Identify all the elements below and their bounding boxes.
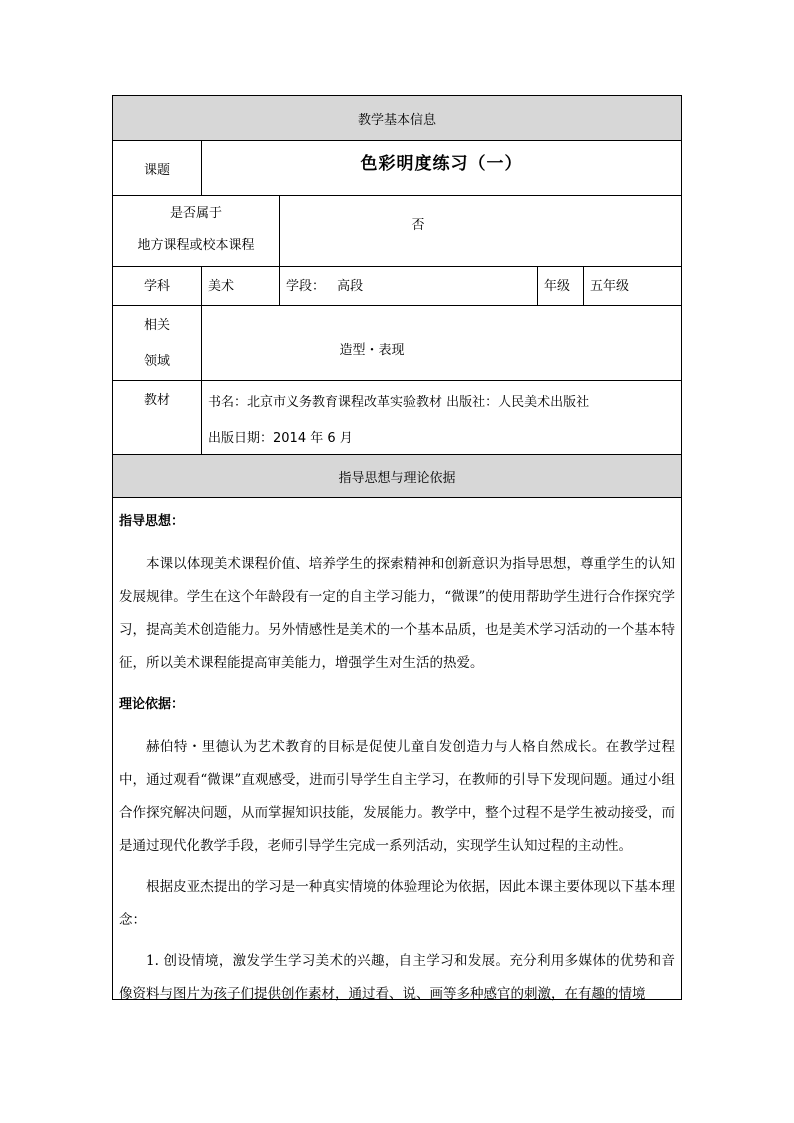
section-header-text: 指导思想与理论依据 <box>338 470 456 486</box>
local-course-value-cell <box>280 214 556 233</box>
guiding-theory-content <box>119 499 675 1019</box>
theory-paragraph-2: 根据皮亚杰提出的学习是一种真实情境的体验理论为依据，因此本课主要体现以下基本理念： <box>119 879 675 928</box>
local-course-label-line2: 地方课程或校本课程 <box>137 238 255 253</box>
textbook-value-cell <box>202 381 681 454</box>
local-course-value: 否 <box>411 218 425 233</box>
course-label-cell <box>113 141 201 195</box>
lesson-plan-page <box>112 95 682 1000</box>
grade-label: 年级 <box>544 279 571 294</box>
textbook-info-line2: 出版日期：2014 年 6 月 <box>208 431 353 446</box>
field-label-cell <box>113 306 201 380</box>
grade-value: 五年级 <box>590 279 630 294</box>
local-course-label-line1: 是否属于 <box>169 206 222 221</box>
textbook-label-cell <box>113 381 201 454</box>
guiding-paragraph: 本课以体现美术课程价值、培养学生的探索精神和创新意识为指导思想，尊重学生的认知发展规律。学生在这个年龄段有一定的自主学习能力，“微课”的使用帮助学生进行合作探究学习，提高美术创造能力。另外情感性是美术的一个基本品质，也是美术学习活动的一个基本特征，所以美术课程能提高审美能力，增强学生对生活的热爱。 <box>119 556 675 671</box>
grade-value-cell <box>584 267 681 305</box>
course-label: 课题 <box>143 162 170 178</box>
stage-value: 高段 <box>337 279 364 294</box>
textbook-label: 教材 <box>143 393 170 408</box>
course-title-cell <box>202 141 681 181</box>
info-table <box>112 95 682 1000</box>
subject-value-cell <box>202 267 279 305</box>
grade-label-cell <box>538 267 583 305</box>
textbook-info-line1: 书名：北京市义务教育课程改革实验教材 出版社：人民美术出版社 <box>208 395 590 410</box>
section-header-text: 教学基本信息 <box>357 112 436 128</box>
section-header-basic-info <box>113 96 681 140</box>
theory-point-1: 1. 创设情境，激发学生学习美术的兴趣，自主学习和发展。充分利用多媒体的优势和音像资料与图片为孩子们提供创作素材，通过看、说、画等多种感官的刺激，在有趣的情境 <box>119 953 675 1002</box>
course-title: 色彩明度练习（一） <box>360 153 523 174</box>
field-label-line2: 领域 <box>143 354 170 369</box>
stage-label: 学段： <box>286 279 326 294</box>
rule <box>113 497 681 498</box>
field-value-cell <box>202 339 542 358</box>
section-header-guiding-theory <box>113 455 681 497</box>
subject-value: 美术 <box>208 279 235 294</box>
theory-paragraph-1: 赫伯特・里德认为艺术教育的目标是促使儿童自发创造力与人格自然成长。在教学过程中，通过观看“微课”直观感受，进而引导学生自主学习，在教师的引导下发现问题。通过小组合作探究解决问题，从而掌握知识技能，发展能力。教学中，整个过程不是学生被动接受，而是通过现代化教学手段，老师引导学生完成一系列活动，实现学生认知过程的主动性。 <box>119 739 675 854</box>
local-course-label-cell <box>113 196 279 266</box>
subject-label: 学科 <box>143 279 170 294</box>
field-label-line1: 相关 <box>143 318 170 333</box>
field-value: 造型・表现 <box>339 343 405 358</box>
guiding-heading: 指导思想： <box>119 514 185 529</box>
stage-cell <box>280 267 537 305</box>
subject-label-cell <box>113 267 201 305</box>
theory-heading: 理论依据： <box>119 697 185 712</box>
